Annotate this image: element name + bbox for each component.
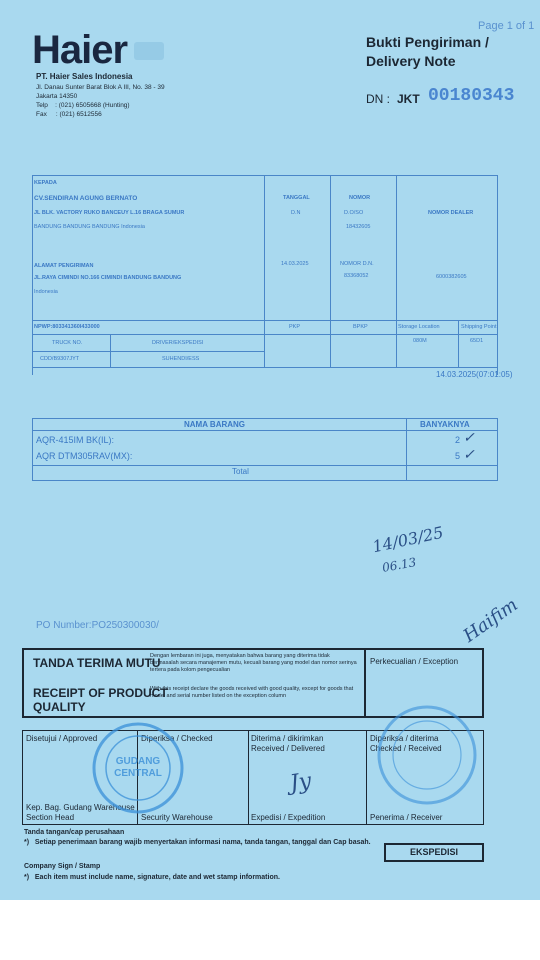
- dn-number: 00180343: [428, 86, 515, 106]
- sig-kep-bag: Kep. Bag. Gudang Warehouse Section Head: [26, 803, 135, 822]
- receiver-stamp: [372, 700, 482, 810]
- sig-bottom: [22, 824, 484, 825]
- truck-value: CDD/B9307JYT: [40, 356, 80, 362]
- receipt-title-en-1: RECEIPT OF PRODUCT: [33, 686, 168, 700]
- company-address-1: Jl. Danau Sunter Barat Blok A III, No. 38 - 39: [36, 84, 165, 91]
- bpkp-label: BPKP: [353, 324, 368, 330]
- sig-col-2: [248, 730, 249, 825]
- check-mark-2: ✓: [463, 447, 475, 463]
- items-col-qty-label: BANYAKNYA: [420, 420, 470, 429]
- tanggal-value: 14.03.2025: [281, 261, 309, 267]
- kepada-name: CV.SENDIRAN AGUNG BERNATO: [34, 195, 138, 202]
- company-address-2: Jakarta 14350: [36, 93, 78, 100]
- items-col-name: NAMA BARANG: [184, 420, 246, 429]
- footer-company-sign: Tanda tangan/cap perusahaan: [24, 829, 125, 836]
- doc-title-id: Bukti Pengiriman /: [366, 34, 489, 50]
- grid-col-driver: [110, 334, 111, 367]
- sig-received: Diterima / dikirimkan Received / Delivered: [251, 734, 325, 753]
- receipt-top: [22, 648, 484, 650]
- warehouse-stamp: [88, 718, 188, 818]
- grid-col-shipping: [458, 320, 459, 367]
- item-row-2-name: AQR DTM305RAV(MX):: [36, 451, 133, 461]
- shipping-value: 65D1: [470, 338, 484, 344]
- company-fax: Fax : (021) 6512556: [36, 111, 102, 118]
- sig-expedisi: Expedisi / Expedition: [251, 813, 326, 822]
- dn-label: DN :: [366, 92, 390, 106]
- grid-left: [32, 175, 33, 375]
- sig-checked: Diperiksa / Checked: [141, 734, 213, 743]
- grid-row-truck: [32, 351, 264, 352]
- nomor-dn-label: NOMOR D.N.: [340, 261, 374, 267]
- items-right: [497, 418, 498, 480]
- items-left: [32, 418, 33, 480]
- exception-label: Perkecualian / Exception: [370, 657, 459, 666]
- item-row-1-qty: 2: [455, 435, 461, 445]
- handwritten-date: 14/03/25: [370, 522, 446, 557]
- dealer-value: 6000382605: [436, 274, 467, 280]
- sig-penerima: Penerima / Receiver: [370, 813, 443, 822]
- haier-logo: Haier: [32, 28, 128, 72]
- print-timestamp: 14.03.2025(07:01:05): [436, 370, 513, 379]
- grid-row-npwp: [32, 320, 498, 321]
- sig-checked-received: Diperiksa / diterima Checked / Received: [370, 734, 442, 753]
- expedisi-signature-mark: Jy: [288, 768, 313, 797]
- footer-company-sign-en: Company Sign / Stamp: [24, 863, 101, 870]
- driver-label: DRIVER/EKSPEDISI: [152, 340, 204, 346]
- item-row-1-name: AQR-415IM BK(IL):: [36, 435, 115, 445]
- grid-col-tanggal: [264, 175, 265, 367]
- svg-text:CENTRAL: CENTRAL: [114, 768, 162, 779]
- receipt-title-id: TANDA TERIMA MUTU: [33, 656, 161, 670]
- grid-col-dealer: [396, 175, 397, 367]
- items-header-bottom: [32, 430, 498, 431]
- truck-label: TRUCK NO.: [52, 340, 83, 346]
- items-total-label: Total: [232, 467, 249, 476]
- receipt-divider: [364, 648, 366, 718]
- items-total-line: [32, 465, 498, 466]
- tanggal-label: TANGGAL: [283, 195, 310, 201]
- sig-col-3: [366, 730, 367, 825]
- receipt-title-en-2: QUALITY: [33, 700, 86, 714]
- storage-value: 080M: [413, 338, 427, 344]
- npwp: NPWP:803341360I433000: [34, 324, 100, 330]
- check-mark-1: ✓: [463, 430, 475, 446]
- dealer-label: NOMOR DEALER: [428, 210, 474, 216]
- nomor-dn-value: 83368052: [344, 273, 369, 279]
- nomor-value: 18432605: [346, 224, 371, 230]
- grid-col-nomor: [330, 175, 331, 367]
- driver-value: SUHENDI/ESS: [162, 356, 200, 362]
- logo-smudge: [134, 42, 164, 60]
- svg-text:GUDANG: GUDANG: [115, 756, 161, 767]
- grid-row-pkp: [32, 334, 498, 335]
- items-top: [32, 418, 498, 419]
- nomor-label: NOMOR: [349, 195, 371, 201]
- receipt-left: [22, 648, 24, 718]
- kepada-address-2: BANDUNG BANDUNG BANDUNG Indonesia: [34, 224, 145, 230]
- tanggal-sub: D.N: [291, 210, 301, 216]
- items-bottom: [32, 480, 498, 481]
- items-col-qty: [406, 418, 407, 480]
- kepada-address-1: JL BLK. VACTORY RUKO BANCEUY L.16 BRAGA SUMUR: [34, 210, 185, 216]
- page-label: Page 1 of 1: [478, 20, 535, 32]
- alamat-address-2: Indonesia: [34, 289, 58, 295]
- sig-approved: Disetujui / Approved: [26, 734, 98, 743]
- dn-prefix: JKT: [397, 92, 420, 106]
- company-phone: Telp : (021) 6505668 (Hunting): [36, 102, 130, 109]
- kepada-label: KEPADA: [34, 180, 57, 186]
- alamat-label: ALAMAT PENGIRIMAN: [34, 263, 94, 269]
- receipt-text-id: Dengan lembaran ini juga, menyatakan bahwa barang yang diterima tidak bermasalah secara manajemen mutu, kecuali barang yang model dan nomor serinya tertera pada kolom pengecualian: [150, 653, 357, 673]
- alamat-address-1: JL.RAYA CIMINDI NO.166 CIMINDI BANDUNG BANDUNG: [34, 275, 182, 281]
- handwritten-signature: Haifim: [459, 594, 522, 647]
- po-number: PO Number:PO250300030/: [36, 620, 159, 631]
- footer-note-en: *) Each item must include name, signature, date and wet stamp information.: [24, 874, 280, 881]
- grid-top: [32, 175, 498, 176]
- sig-security: Security Warehouse: [141, 813, 213, 822]
- item-row-2-qty: 5: [455, 451, 461, 461]
- receipt-right: [482, 648, 484, 718]
- storage-label: Storage Location: [398, 324, 440, 330]
- handwritten-time: 06.13: [381, 555, 418, 575]
- doc-title-en: Delivery Note: [366, 53, 456, 69]
- footer-note-id: *) Setiap penerimaan barang wajib menyertakan informasi nama, tanda tangan, tanggal dan Cap basah.: [24, 839, 371, 846]
- nomor-sub: D.O/SO: [344, 210, 364, 216]
- sig-col-0: [22, 730, 23, 825]
- sig-col-4: [483, 730, 484, 825]
- receipt-text-en: With this receipt declare the goods received with good quality, except for goods that model and serial number listed on the exception column: [150, 686, 354, 699]
- grid-right: [497, 175, 498, 375]
- ekspedisi-box: EKSPEDISI: [384, 843, 484, 862]
- grid-bottom: [32, 367, 498, 368]
- pkp-label: PKP: [289, 324, 301, 330]
- shipping-label: Shipping Point: [461, 324, 497, 330]
- company-name: PT. Haier Sales Indonesia: [36, 72, 133, 81]
